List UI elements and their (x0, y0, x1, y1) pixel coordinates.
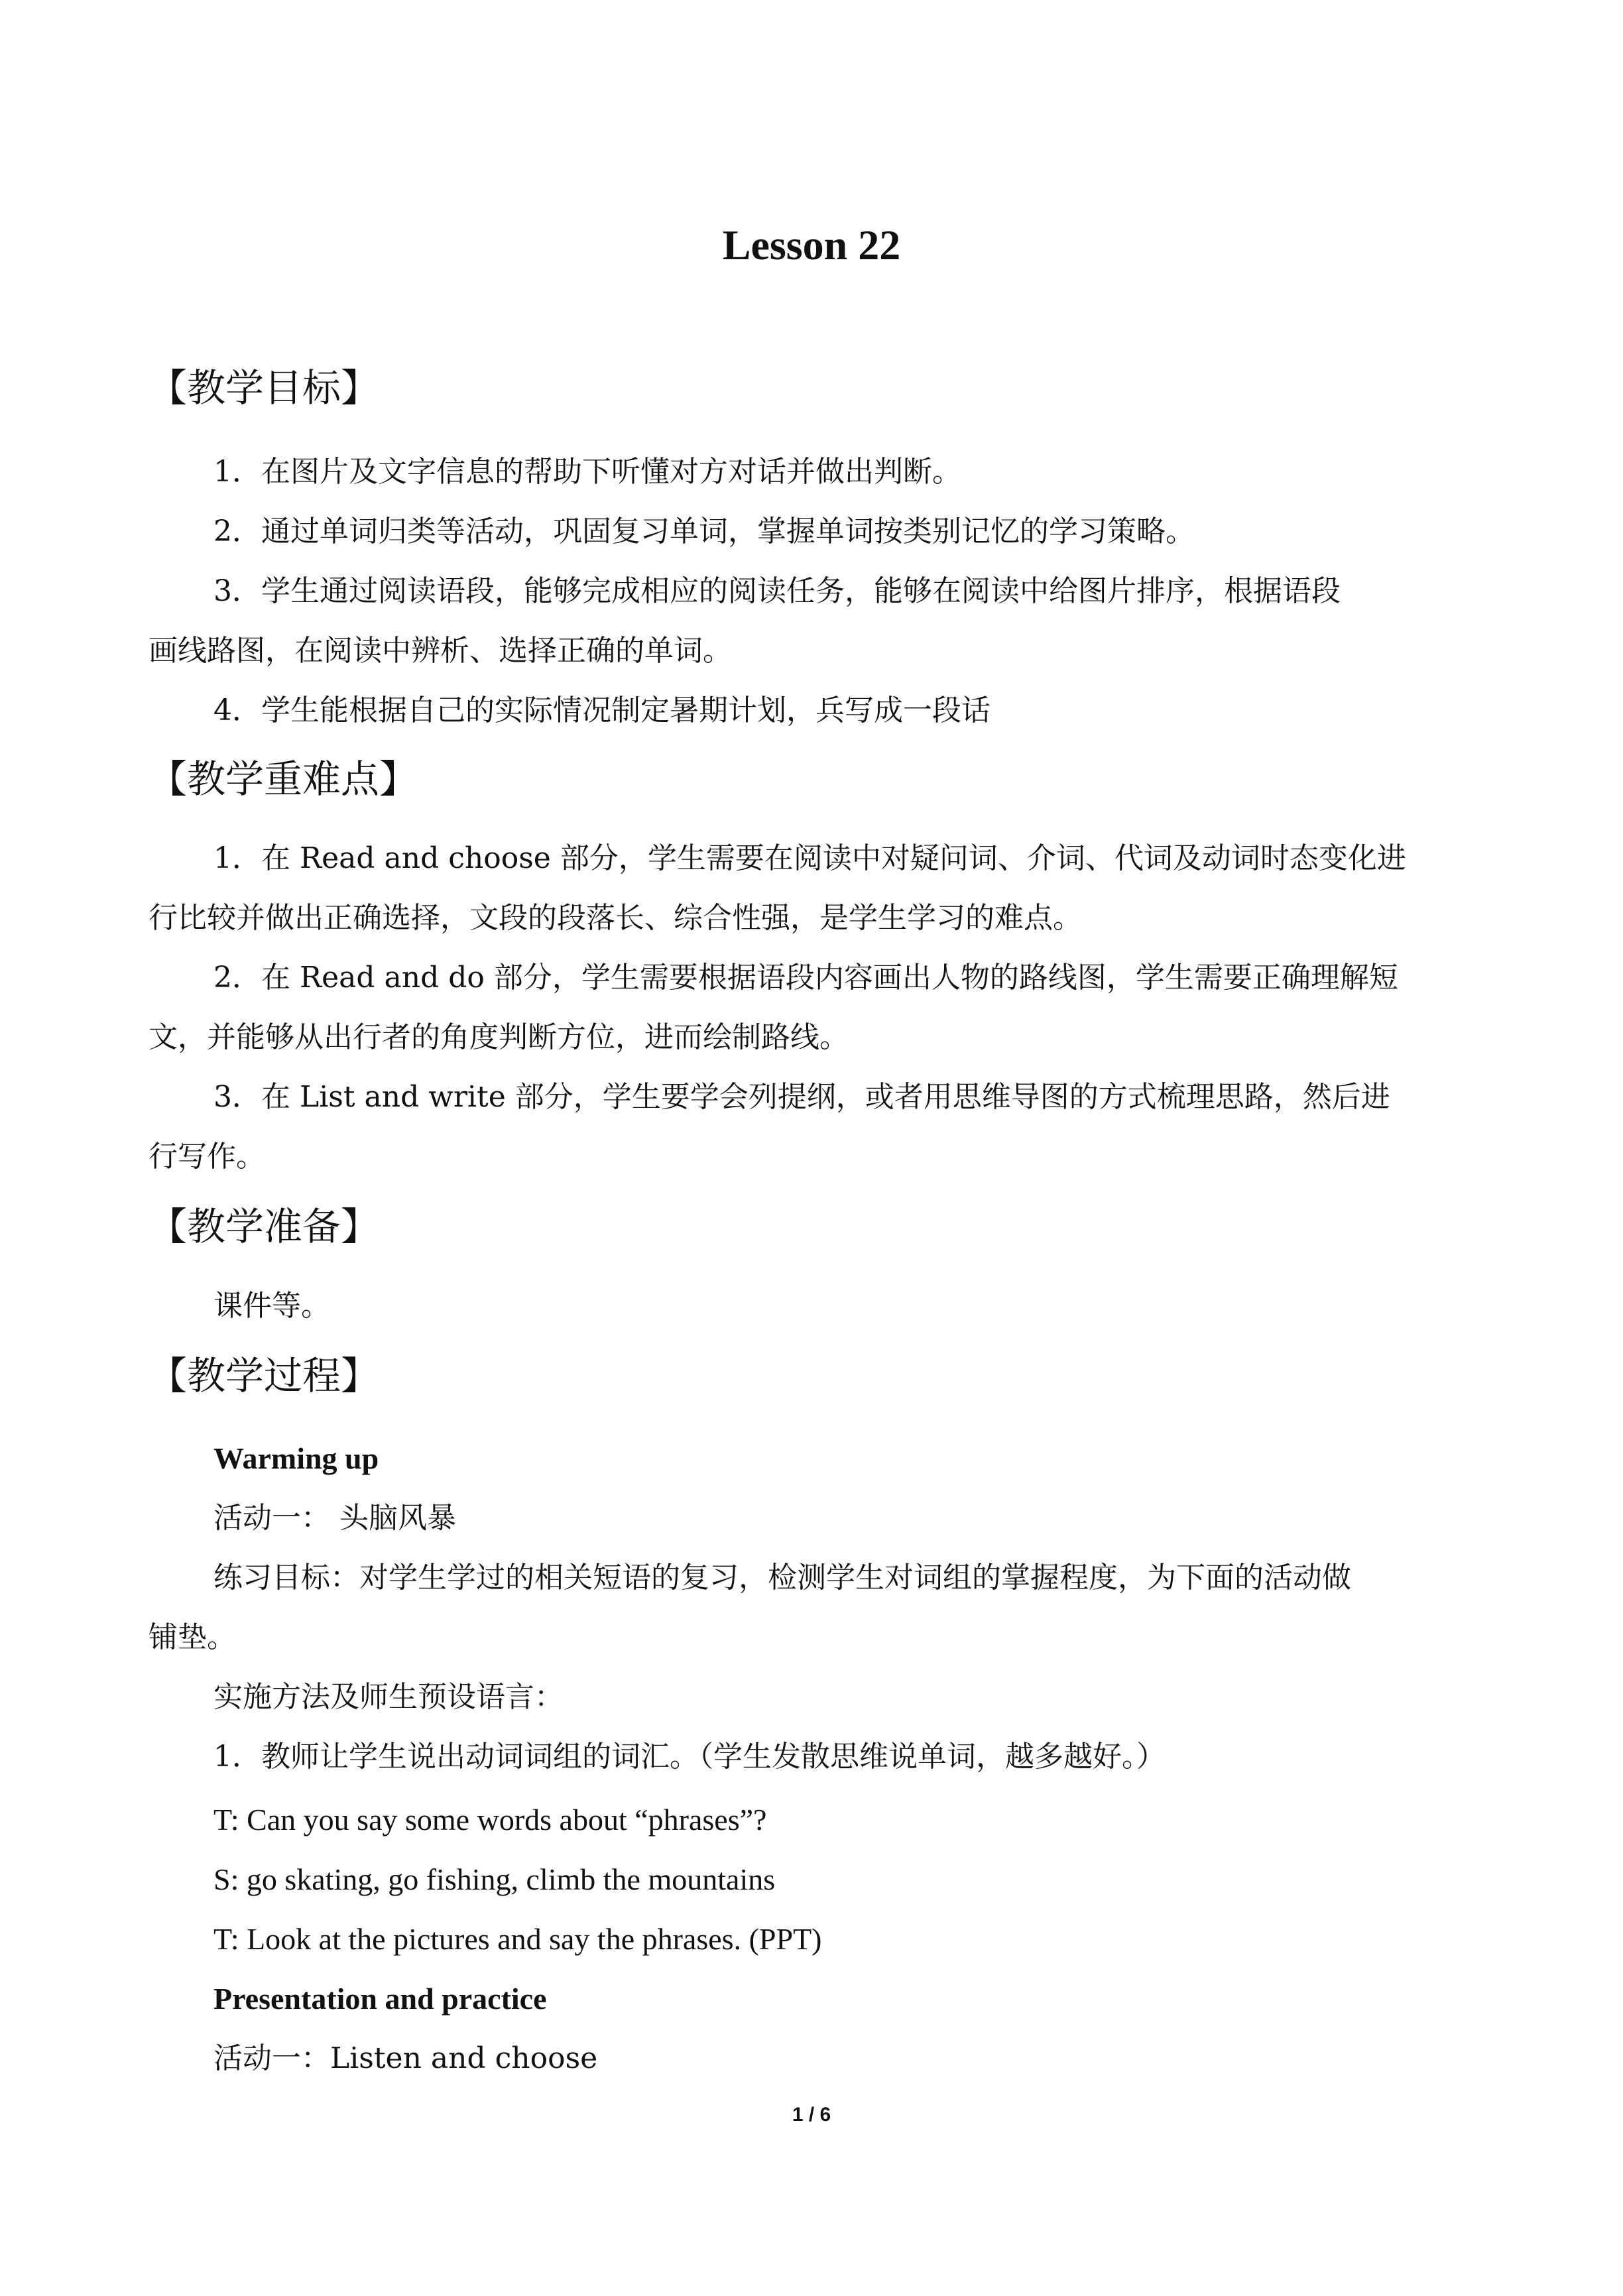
goal-line-2: 2．通过单词归类等活动，巩固复习单词，掌握单词按类别记忆的学习策略。 (213, 514, 1195, 548)
difficulty-line-1-cont: 行比较并做出正确选择，文段的段落长、综合性强，是学生学习的难点。 (149, 901, 1082, 935)
goal-line-3-cont: 画线路图，在阅读中辨析、选择正确的单词。 (149, 634, 732, 668)
difficulty-line-2-cont: 文，并能够从出行者的角度判断方位，进而绘制路线。 (149, 1020, 849, 1054)
difficulty-line-3: 3．在 List and write 部分，学生要学会列提纲，或者用思维导图的方式梳理思路，然后进 (213, 1080, 1390, 1114)
presentation-label: Presentation and practice (213, 1982, 547, 2016)
section-heading-difficulties: 【教学重难点】 (149, 756, 418, 802)
teacher-line-1: T: Can you say some words about “phrases”? (213, 1803, 767, 1837)
difficulty-line-1: 1．在 Read and choose 部分，学生需要在阅读中对疑问词、介词、代词及动词时态变化进 (213, 841, 1406, 875)
section-heading-process: 【教学过程】 (149, 1353, 380, 1398)
difficulty-line-2: 2．在 Read and do 部分，学生需要根据语段内容画出人物的路线图，学生需要正确理解短 (213, 961, 1398, 995)
teacher-line-2: T: Look at the pictures and say the phrases. (PPT) (213, 1922, 822, 1956)
goal-line-4: 4．学生能根据自己的实际情况制定暑期计划，兵写成一段话 (213, 694, 991, 727)
section-heading-goals: 【教学目标】 (149, 365, 380, 410)
section-heading-preparation: 【教学准备】 (149, 1204, 380, 1249)
warming-up-label: Warming up (213, 1441, 379, 1475)
activity-2-label: 活动一：Listen and choose (213, 2041, 598, 2075)
goal-line-1: 1．在图片及文字信息的帮助下听懂对方对话并做出判断。 (213, 455, 961, 489)
difficulty-line-3-cont: 行写作。 (149, 1140, 265, 1174)
preparation-line-1: 课件等。 (213, 1289, 330, 1323)
page-title: Lesson 22 (722, 221, 901, 269)
practice-goal-line-cont: 铺垫。 (149, 1620, 236, 1654)
activity-1-label: 活动一： 头脑风暴 (213, 1501, 456, 1535)
student-line-1: S: go skating, go fishing, climb the mountains (213, 1862, 776, 1896)
method-step-1: 1．教师让学生说出动词词组的词汇。（学生发散思维说单词，越多越好。） (213, 1740, 1166, 1774)
goal-line-3: 3．学生通过阅读语段，能够完成相应的阅读任务，能够在阅读中给图片排序，根据语段 (213, 574, 1341, 608)
method-label: 实施方法及师生预设语言： (213, 1680, 564, 1714)
page-number: 1 / 6 (792, 2104, 831, 2126)
practice-goal-line: 练习目标：对学生学过的相关短语的复习，检测学生对词组的掌握程度，为下面的活动做 (213, 1561, 1351, 1595)
